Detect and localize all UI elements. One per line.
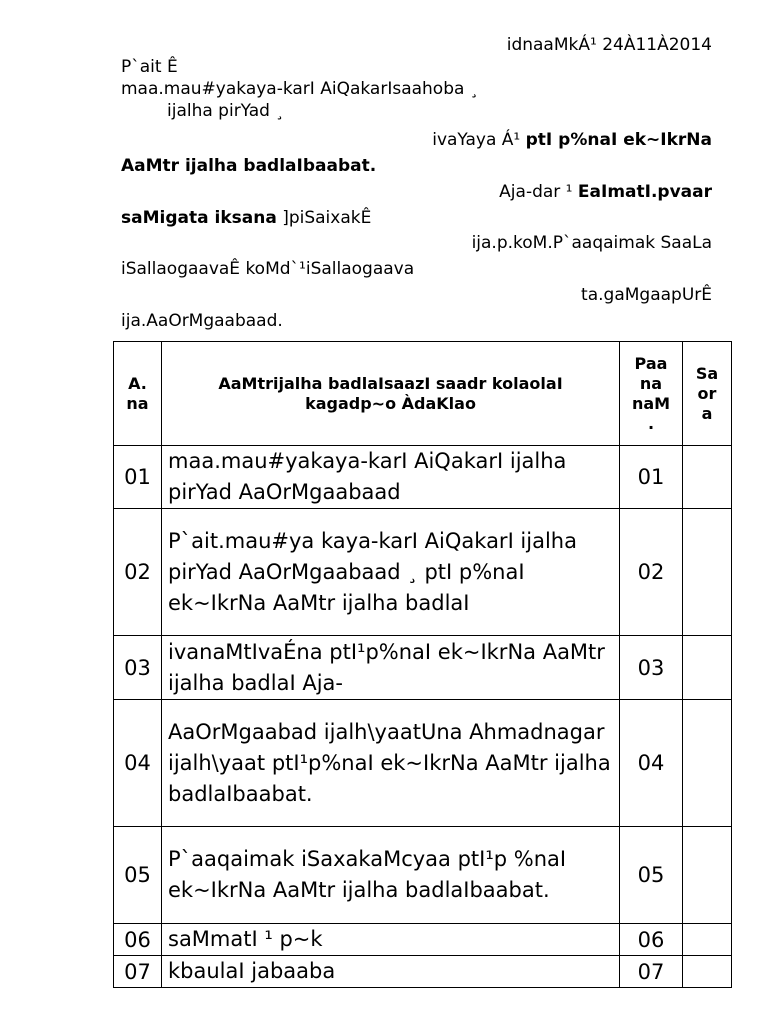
row-page: 03 — [620, 636, 683, 700]
addressee-office-line: ijalha pirYad ¸ — [167, 101, 284, 121]
applicant-line-1 — [499, 181, 712, 203]
taluka-line: ta.gaMgaapUrÊ — [581, 285, 712, 305]
school-line-2: iSallaogaavaÊ koMd`¹iSallaogaava — [121, 259, 415, 279]
row-page: 04 — [620, 700, 683, 827]
row-serial: 01 — [114, 446, 162, 509]
header-remark: Sa or a — [683, 342, 732, 446]
school-line-1: ija.p.koM.P`aaqaimak SaaLa — [471, 233, 712, 253]
applicant-line-2 — [121, 207, 371, 229]
row-remark — [683, 446, 732, 509]
documents-table — [113, 341, 732, 988]
applicant-name: EaImatI.pvaar — [577, 182, 712, 202]
applicant-label: Aja-dar ¹ — [499, 182, 578, 202]
row-remark — [683, 509, 732, 636]
table-row — [114, 700, 732, 827]
table-row — [114, 827, 732, 924]
subject-text: ptI p%naI ek~IkrNa — [525, 130, 712, 150]
header-serial: A. na — [114, 342, 162, 446]
table-row — [114, 446, 732, 509]
row-serial: 03 — [114, 636, 162, 700]
row-page: 02 — [620, 509, 683, 636]
applicant-name-cont: saMigata iksana — [121, 208, 277, 228]
subject-line-1 — [432, 129, 712, 151]
applicant-role: ]piSaixakÊ — [276, 208, 372, 228]
row-page: 06 — [620, 924, 683, 956]
reference-date: idnaaMkÁ¹ 24À11À2014 — [506, 35, 712, 55]
row-serial: 06 — [114, 924, 162, 956]
row-description: kbaulaI jabaaba — [162, 956, 620, 988]
row-description: P`ait.mau#ya kaya-karI AiQakarI ijalha pirYad AaOrMgaabaad ¸ ptI p%naI ek~IkrNa AaMtr ijalha badlaI — [162, 509, 620, 636]
table-row — [114, 636, 732, 700]
header-description: AaMtrijalha badlaIsaazI saadr kolaolaI kagadp~o ÀdaKlao — [162, 342, 620, 446]
row-serial: 04 — [114, 700, 162, 827]
row-remark — [683, 636, 732, 700]
row-serial: 02 — [114, 509, 162, 636]
table-row — [114, 509, 732, 636]
row-description: P`aaqaimak iSaxakaMcyaa ptI¹p %naI ek~IkrNa AaMtr ijalha badlaIbaabat. — [162, 827, 620, 924]
subject-label: ivaYaya Á¹ — [432, 130, 526, 150]
row-remark — [683, 827, 732, 924]
table-row — [114, 956, 732, 988]
addressee-line: maa.mau#yakaya-karI AiQakarIsaahoba ¸ — [121, 79, 479, 99]
row-description: ivanaMtIvaÉna ptI¹p%naI ek~IkrNa AaMtr ijalha badlaI Aja- — [162, 636, 620, 700]
row-page: 07 — [620, 956, 683, 988]
row-remark — [683, 700, 732, 827]
subject-line-2: AaMtr ijalha badlaIbaabat. — [121, 156, 377, 176]
row-remark — [683, 956, 732, 988]
copy-to-line: P`ait Ê — [121, 57, 178, 77]
row-description: maa.mau#yakaya-karI AiQakarI ijalha pirYad AaOrMgaabaad — [162, 446, 620, 509]
table-header-row — [114, 342, 732, 446]
row-serial: 07 — [114, 956, 162, 988]
header-page-number: Paa na naM . — [620, 342, 683, 446]
row-page: 05 — [620, 827, 683, 924]
row-remark — [683, 924, 732, 956]
row-page: 01 — [620, 446, 683, 509]
row-description: AaOrMgaabad ijalh\yaatUna Ahmadnagar ijalh\yaat ptI¹p%naI ek~IkrNa AaMtr ijalha badlaIbaabat. — [162, 700, 620, 827]
table-row — [114, 924, 732, 956]
row-description: saMmatI ¹ p~k — [162, 924, 620, 956]
row-serial: 05 — [114, 827, 162, 924]
district-line: ija.AaOrMgaabaad. — [121, 311, 283, 331]
